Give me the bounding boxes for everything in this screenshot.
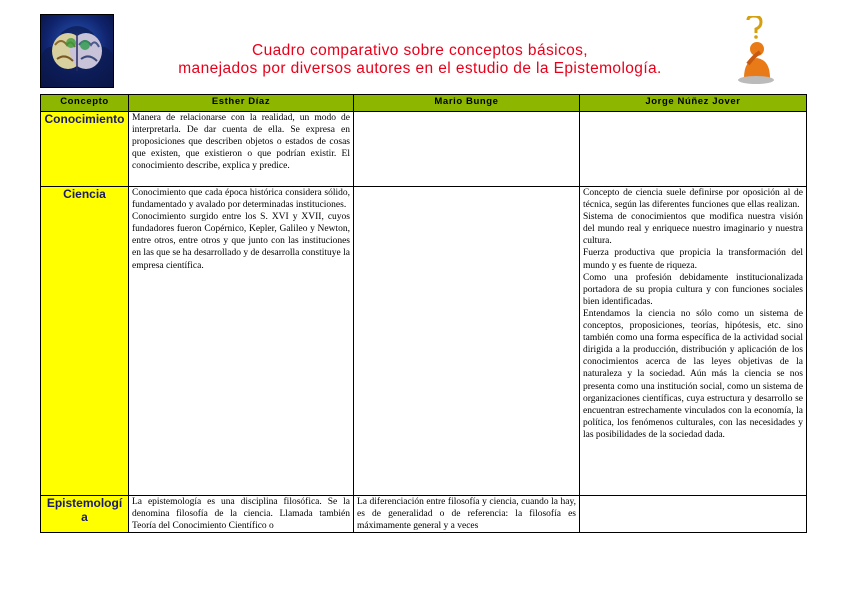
cell-paragraph: Conocimiento que cada época histórica considera sólido, fundamentado y avalado por determinadas instituciones. [132, 188, 350, 211]
brain-illustration [40, 14, 114, 88]
concept-epistemologia: Epistemología [41, 496, 129, 533]
thinker-illustration [730, 16, 780, 86]
cell-conocimiento-bunge [354, 112, 580, 187]
table-row [41, 112, 807, 187]
cell-paragraph: Como una profesión debidamente institucionalizada portadora de su propia cultura y con funciones sociales bien identificadas. [583, 272, 803, 307]
cell-paragraph: Fuerza productiva que propicia la transformación del mundo y es fuente de riqueza. [583, 248, 803, 271]
cell-ciencia-nunez [580, 187, 807, 496]
cell-epistemologia-nunez [580, 496, 807, 533]
table-row [41, 187, 807, 496]
header-concepto: Concepto [41, 95, 129, 112]
brain-icon [41, 15, 113, 87]
concept-ciencia: Ciencia [41, 187, 129, 496]
thinking-person-icon [730, 16, 780, 86]
title-line-1: Cuadro comparativo sobre conceptos básicos, [252, 42, 588, 59]
title-line-2: manejados por diversos autores en el estudio de la Epistemología. [178, 60, 662, 77]
cell-conocimiento-nunez [580, 112, 807, 187]
cell-ciencia-bunge [354, 187, 580, 496]
cell-paragraph: Conocimiento surgido entre los S. XVI y XVII, cuyos fundadores fueron Copérnico, Kepler, Galileo y Newton, entre otros, entre otros y que junto con las instituciones en las que se ha desarrollado y de desarrolla constituye la empresa científica. [132, 212, 350, 271]
cell-conocimiento-diaz: Manera de relacionarse con la realidad, un modo de interpretarla. De dar cuenta de ella. Se expresa en proposiciones que describen objetos o estados de cosas que existen, que existieron o que podrían existir. El conocimiento describe, explica y predice. [129, 112, 354, 187]
cell-paragraph: Sistema de conocimientos que modifica nuestra visión del mundo real y enriquece nuestro imaginario y nuestra cultura. [583, 212, 803, 247]
header-jorge-nunez-jover: Jorge Núñez Jover [580, 95, 807, 112]
cell-ciencia-diaz [129, 187, 354, 496]
header-esther-diaz: Esther Díaz [129, 95, 354, 112]
header-mario-bunge: Mario Bunge [354, 95, 580, 112]
cell-paragraph: Entendamos la ciencia no sólo como un sistema de conceptos, proposiciones, teorías, hipótesis, etc. sino también como una forma específica de la actividad social dirigida a la producción, distribución y aplicación de los conocimientos acerca de las leyes objetivas de la naturaleza y la sociedad. Aún más la ciencia se nos presenta como una institución social, como un sistema de organizaciones científicas, cuya estructura y desarrollo se encuentran estrechamente vinculados con la economía, la política, los fenómenos culturales, con las necesidades y las posibilidades de la sociedad dada. [583, 308, 803, 440]
cell-epistemologia-diaz: La epistemología es una disciplina filosófica. Se la denomina filosofía de la ciencia. Llamada también Teoría del Conocimiento Científico o [129, 496, 354, 533]
cell-epistemologia-bunge: La diferenciación entre filosofía y ciencia, cuando la hay, es de generalidad o de referencia: la filosofía es máximamente general y a veces [354, 496, 580, 533]
table-header-row [41, 95, 807, 112]
page-title [110, 42, 730, 78]
table-row [41, 496, 807, 533]
concept-conocimiento: Conocimiento [41, 112, 129, 187]
cell-paragraph: Concepto de ciencia suele definirse por oposición al de técnica, según las diferentes funciones que ellas realizan. [583, 188, 803, 211]
comparison-table [40, 94, 807, 533]
